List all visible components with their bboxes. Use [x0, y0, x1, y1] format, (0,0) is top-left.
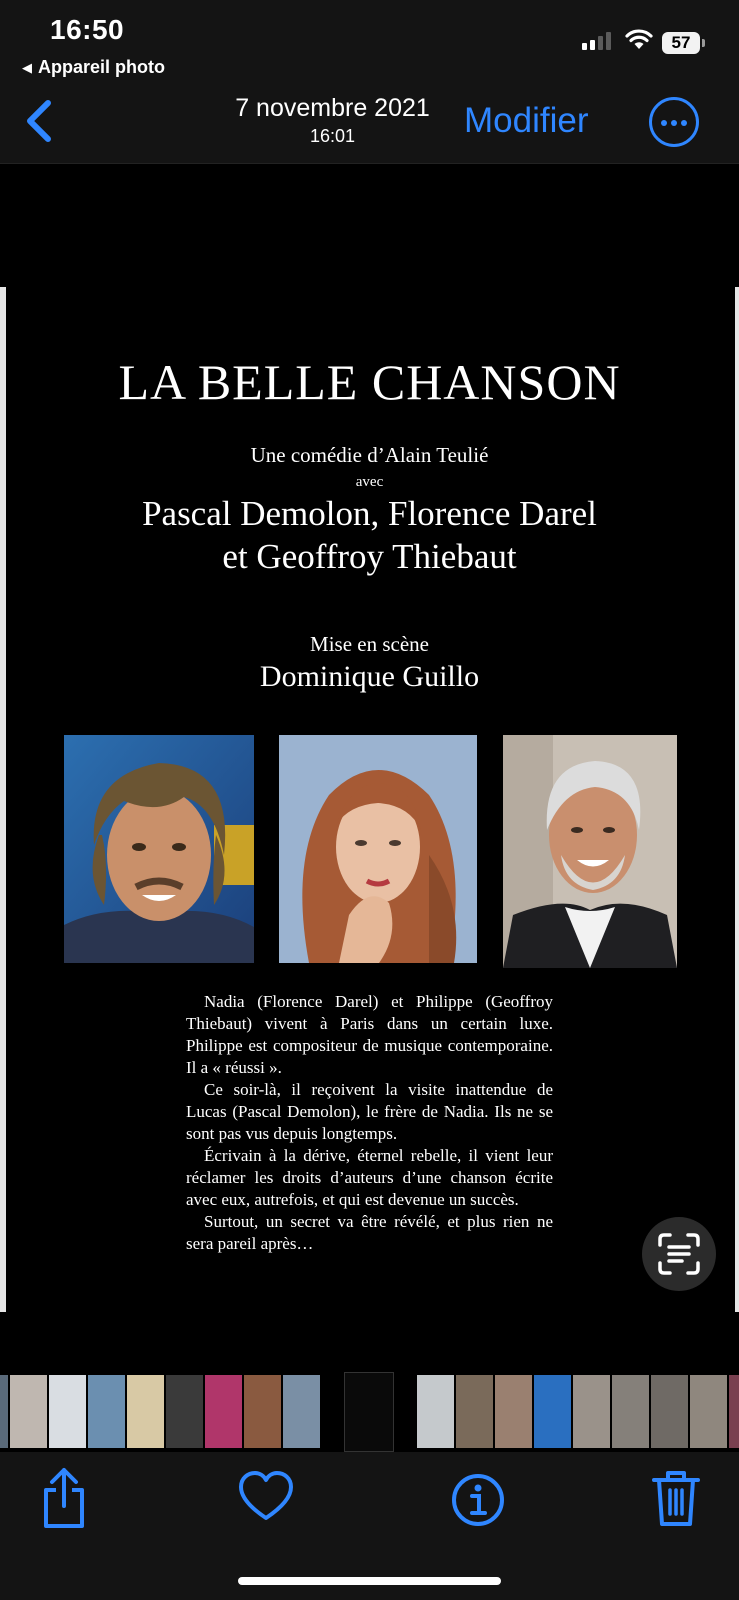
poster-border-right	[735, 287, 739, 1312]
back-app-label: Appareil photo	[38, 57, 165, 77]
poster-subtitle: Une comédie d’Alain Teulié	[250, 443, 489, 467]
battery-indicator: 57	[662, 32, 700, 54]
synopsis-paragraph: Écrivain à la dérive, éternel rebelle, il vient leur réclamer les droits d’auteurs d’une chanson écrite avec eux, autrefois, et qui est devenue un succès.	[186, 1146, 553, 1209]
ellipsis-circle-icon[interactable]	[649, 97, 699, 147]
back-triangle-icon: ◀	[22, 59, 32, 75]
poster-direction-label: Mise en scène	[310, 632, 429, 656]
thumbnail[interactable]	[690, 1375, 727, 1448]
thumbnail[interactable]	[417, 1375, 454, 1448]
thumbnail[interactable]	[534, 1375, 571, 1448]
actor-photo-1	[64, 735, 254, 963]
status-time: 16:50	[50, 14, 125, 45]
poster-director: Dominique Guillo	[259, 660, 480, 693]
poster-cast-line1: Pascal Demolon, Florence Darel	[142, 494, 597, 533]
thumbnail[interactable]	[205, 1375, 242, 1448]
poster-border-left	[0, 287, 6, 1312]
edit-button[interactable]: Modifier	[464, 101, 589, 140]
back-to-app-link[interactable]	[22, 57, 165, 78]
actor-photo-3	[503, 735, 677, 968]
thumbnail[interactable]	[166, 1375, 203, 1448]
synopsis-paragraph: Ce soir-là, il reçoivent la visite inattendue de Lucas (Pascal Demolon), le frère de Nadia. Ils ne se sont pas vus depuis longtemps.	[186, 1080, 553, 1143]
poster-with: avec	[355, 474, 384, 490]
thumbnail[interactable]	[456, 1375, 493, 1448]
photo-date-title	[200, 94, 465, 147]
heart-icon[interactable]	[238, 1466, 294, 1530]
thumbnail[interactable]	[495, 1375, 532, 1448]
wifi-icon	[625, 28, 653, 50]
info-icon[interactable]	[450, 1466, 506, 1530]
thumbnail[interactable]	[127, 1375, 164, 1448]
actor-photo-2	[279, 735, 477, 963]
thumbnail[interactable]	[10, 1375, 47, 1448]
poster-synopsis	[186, 991, 553, 1255]
thumbnail[interactable]	[612, 1375, 649, 1448]
trash-icon[interactable]	[648, 1466, 704, 1530]
photo-navbar	[0, 88, 739, 164]
poster-title: LA BELLE CHANSON	[118, 354, 621, 410]
status-bar	[0, 0, 739, 88]
photo-date: 7 novembre 2021	[235, 94, 430, 122]
synopsis-paragraph: Surtout, un secret va être révélé, et plus rien ne sera pareil après…	[186, 1212, 553, 1253]
synopsis-paragraph: Nadia (Florence Darel) et Philippe (Geoffroy Thiebaut) vivent à Paris dans un certain luxe. Philippe est compositeur de musique contemporaine. Il a « réussi ».	[186, 992, 553, 1077]
thumbnail[interactable]	[283, 1375, 320, 1448]
poster-image	[0, 287, 739, 1312]
live-text-icon	[642, 1217, 716, 1291]
thumbnail[interactable]	[88, 1375, 125, 1448]
thumbnail[interactable]	[0, 1375, 8, 1448]
photo-time: 16:01	[309, 126, 356, 146]
home-indicator[interactable]	[238, 1577, 501, 1585]
thumbnail[interactable]	[651, 1375, 688, 1448]
poster-cast-line2: et Geoffroy Thiebaut	[222, 537, 517, 576]
thumbnail[interactable]	[244, 1375, 281, 1448]
thumbnail-selected[interactable]	[344, 1372, 394, 1452]
live-text-button[interactable]	[642, 1217, 716, 1291]
thumbnail-strip[interactable]	[0, 1372, 739, 1452]
share-icon[interactable]	[36, 1466, 92, 1530]
chevron-left-icon[interactable]	[22, 98, 58, 144]
cellular-signal-icon	[582, 32, 611, 50]
thumbnail[interactable]	[49, 1375, 86, 1448]
thumbnail[interactable]	[729, 1375, 739, 1448]
thumbnail[interactable]	[573, 1375, 610, 1448]
